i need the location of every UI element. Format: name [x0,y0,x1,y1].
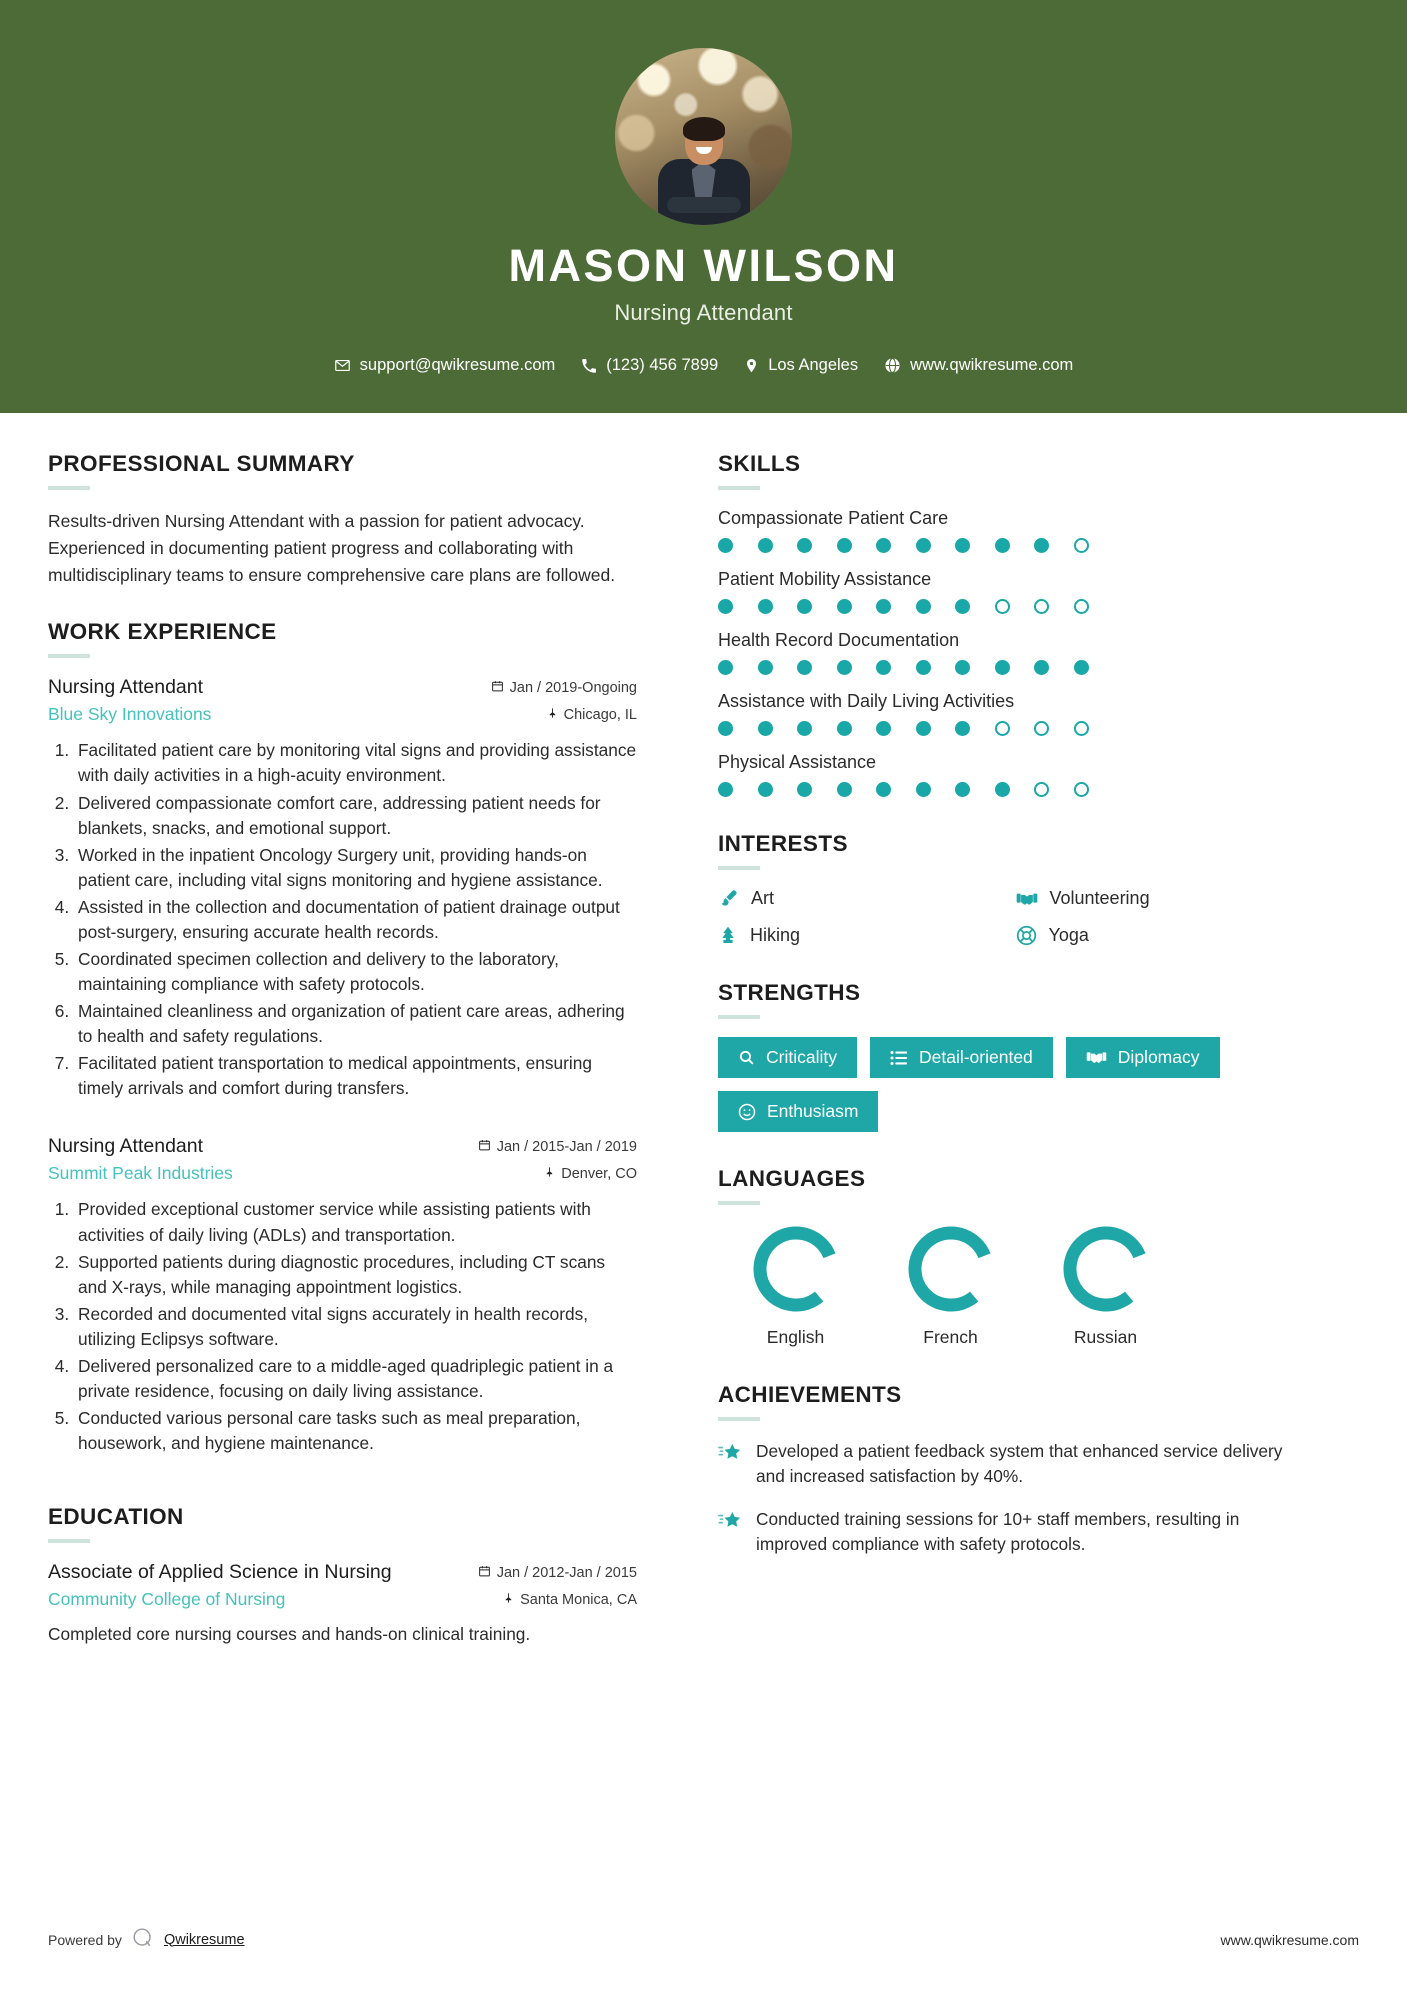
right-column [673,451,1313,1677]
job-location-meta [544,1165,637,1183]
section-title: WORK EXPERIENCE [48,619,277,645]
section-achievements [718,1382,1313,1557]
company-name: Summit Peak Industries [48,1163,233,1184]
avatar-arms [667,197,741,213]
job-location-row [544,1165,637,1183]
job-bullet: 3. Worked in the inpatient Oncology Surgery unit, providing hands-on patient care, including vital signs monitoring and hygiene assistance. [74,843,637,893]
map-pin-icon [547,706,558,724]
skill-item [718,508,1313,553]
job-bullet: 5. Coordinated specimen collection and delivery to the laboratory, maintaining compliance with safety protocols. [74,947,637,997]
work-entry [48,676,637,1101]
interest-volunteering [1016,888,1314,909]
strength-label: Diplomacy [1117,1047,1200,1067]
handshake-icon [1086,1049,1107,1066]
language-progress-ring [750,1223,842,1315]
education-entry-sub [48,1589,637,1610]
skill-label: Assistance with Daily Living Activities [718,691,1015,711]
interest-label: Hiking [750,925,801,945]
school-name: Community College of Nursing [48,1589,286,1610]
skill-dot-filled [955,538,970,553]
education-dates-row [478,1564,637,1582]
skill-dot-filled [876,721,891,736]
skill-rating [718,721,1313,736]
job-bullets [48,1197,637,1456]
skill-rating [718,782,1313,797]
handshake-icon [1016,890,1038,908]
section-title: SKILLS [718,451,801,476]
skill-dot-empty [1074,782,1089,797]
contact-website[interactable] [884,356,1073,375]
job-dates: Jan / 2019-Ongoing [509,679,637,696]
education-location: Santa Monica, CA [520,1591,637,1608]
work-entry-sub [48,1163,637,1184]
section-underline [48,1539,90,1543]
calendar-icon [478,1564,491,1582]
achievement-text: Developed a patient feedback system that enhanced service delivery and increased satisfaction by 40%. [756,1441,1283,1487]
job-meta [491,679,637,697]
location-pin-icon [744,357,759,374]
section-title: STRENGTHS [718,980,861,1005]
strength-label: Criticality [766,1047,837,1067]
job-location: Denver, CO [561,1165,637,1182]
envelope-icon [334,357,351,374]
skill-dot-filled [797,721,812,736]
skill-dot-filled [758,660,773,675]
skill-dot-filled [876,599,891,614]
work-entry-head [48,1135,637,1158]
qwikresume-link[interactable]: Qwikresume [163,1931,245,1948]
interest-yoga [1016,925,1314,946]
job-bullet: 6. Maintained cleanliness and organization of patient care areas, adhering to health and safety regulations. [74,999,637,1049]
left-column [48,451,673,1677]
section-strengths [718,980,1313,1132]
skill-dot-filled [876,782,891,797]
language-label: French [923,1327,978,1347]
section-underline [48,486,90,490]
skill-dot-empty [1034,721,1049,736]
skill-rating [718,538,1313,553]
language-item [718,1223,873,1348]
skill-dot-filled [837,660,852,675]
skill-dot-filled [758,782,773,797]
skill-dot-filled [995,538,1010,553]
interest-label: Art [751,888,775,908]
skill-item [718,752,1313,797]
job-bullet: 3. Recorded and documented vital signs accurately in health records, utilizing Eclipsys software. [74,1302,637,1352]
skill-dot-filled [876,538,891,553]
skill-dot-filled [876,660,891,675]
map-pin-icon [544,1165,555,1183]
interest-art [718,888,1016,909]
skill-dot-filled [797,599,812,614]
language-progress-ring [905,1223,997,1315]
skills-list [718,508,1313,797]
skill-dot-filled [995,660,1010,675]
job-title: Nursing Attendant [48,676,204,699]
skill-rating [718,660,1313,675]
skill-dot-filled [837,599,852,614]
skill-dot-empty [1074,721,1089,736]
section-title: PROFESSIONAL SUMMARY [48,451,355,476]
job-bullet: 4. Assisted in the collection and documentation of patient drainage output post-surgery, ensuring accurate health records. [74,895,637,945]
education-meta [478,1564,637,1582]
language-label: English [766,1327,825,1347]
job-meta [478,1138,637,1156]
section-underline [718,486,760,490]
job-location-row [547,706,637,724]
skill-dot-filled [837,721,852,736]
job-bullet: 2. Delivered compassionate comfort care, addressing patient needs for blankets, snacks, and emotional support. [74,791,637,841]
job-bullet: 1. Provided exceptional customer service while assisting patients with activities of daily living (ADLs) and transportation. [74,1197,637,1247]
language-progress-ring [1060,1223,1152,1315]
tree-icon [718,925,738,946]
achievement-item [718,1507,1313,1557]
job-location-meta [547,706,637,724]
skill-dot-filled [758,599,773,614]
skill-dot-filled [916,721,931,736]
job-bullet: 5. Conducted various personal care tasks such as meal preparation, housework, and hygiene maintenance. [74,1406,637,1456]
map-pin-icon [503,1591,514,1609]
skill-dot-filled [955,721,970,736]
skill-label: Patient Mobility Assistance [718,569,932,589]
skill-dot-empty [1034,782,1049,797]
candidate-role: Nursing Attendant [614,300,793,325]
interests-grid [718,888,1313,946]
education-location-row [503,1591,637,1609]
resume-footer [0,1927,1407,1952]
section-skills [718,451,1313,797]
education-dates: Jan / 2012-Jan / 2015 [496,1564,637,1581]
calendar-icon [491,679,504,697]
skill-label: Compassionate Patient Care [718,508,949,528]
job-dates-row [491,679,637,697]
language-item [1028,1223,1183,1348]
skill-rating [718,599,1313,614]
contact-website-value: www.qwikresume.com [910,356,1074,374]
skill-item [718,630,1313,675]
section-underline [718,1417,760,1421]
section-title: ACHIEVEMENTS [718,1382,902,1407]
avatar-hair [683,117,725,141]
resume-body [0,413,1407,1677]
skill-dot-filled [837,538,852,553]
section-underline [48,654,90,658]
section-work-experience [48,619,637,1456]
skill-item [718,691,1313,736]
education-description: Completed core nursing courses and hands-on clinical training. [48,1624,531,1645]
achievement-item [718,1439,1313,1489]
work-entry-head [48,676,637,699]
skill-dot-filled [916,599,931,614]
strength-detail-oriented[interactable] [870,1037,1053,1078]
skill-dot-empty [1074,599,1089,614]
calendar-icon [478,1138,491,1156]
skill-dot-filled [718,660,733,675]
resume-header [0,0,1407,413]
work-entry [48,1135,637,1456]
skill-dot-filled [718,782,733,797]
contact-email-value: support@qwikresume.com [359,356,556,374]
skill-dot-filled [797,538,812,553]
footer-powered-by [48,1927,245,1952]
footer-website: www.qwikresume.com [1220,1931,1359,1948]
skill-dot-filled [916,538,931,553]
skill-dot-empty [1074,538,1089,553]
skill-dot-filled [758,721,773,736]
contact-bar [334,356,1074,375]
job-dates-row [478,1138,637,1156]
interest-hiking [718,925,1016,946]
list-icon [890,1050,908,1066]
contact-location[interactable] [744,356,858,375]
smiley-icon [738,1103,756,1121]
strength-enthusiasm[interactable] [718,1091,878,1132]
skill-dot-filled [1034,538,1049,553]
section-underline [718,1201,760,1205]
section-languages [718,1166,1313,1348]
section-underline [718,866,760,870]
interest-label: Volunteering [1049,888,1150,908]
skill-item [718,569,1313,614]
skill-dot-filled [797,782,812,797]
language-label: Russian [1073,1327,1138,1347]
job-bullet: 2. Supported patients during diagnostic procedures, including CT scans and X-rays, while managing appointment logistics. [74,1250,637,1300]
skill-dot-filled [955,660,970,675]
achievement-text: Conducted training sessions for 10+ staff members, resulting in improved compliance with safety protocols. [756,1509,1240,1555]
strength-label: Enthusiasm [767,1101,859,1121]
lifebuoy-icon [1016,925,1037,946]
section-title: EDUCATION [48,1504,184,1530]
degree-title: Associate of Applied Science in Nursing [48,1561,392,1584]
skill-dot-filled [718,721,733,736]
magnifier-icon [738,1049,755,1066]
interest-label: Yoga [1048,925,1089,945]
section-interests [718,831,1313,946]
strength-label: Detail-oriented [918,1047,1033,1067]
skill-dot-filled [916,660,931,675]
company-name: Blue Sky Innovations [48,704,212,725]
work-entry-sub [48,704,637,725]
skill-dot-filled [1034,660,1049,675]
section-title: INTERESTS [718,831,848,856]
star-icon [718,1507,742,1557]
contact-phone[interactable] [581,356,718,375]
avatar-person [656,117,752,225]
skill-dot-filled [955,599,970,614]
skill-label: Physical Assistance [718,752,877,772]
qwikresume-logo-icon [132,1927,154,1952]
contact-email[interactable] [334,356,556,375]
job-dates: Jan / 2015-Jan / 2019 [496,1138,637,1155]
skill-dot-filled [1074,660,1089,675]
section-title: LANGUAGES [718,1166,866,1191]
avatar [615,48,792,225]
job-location: Chicago, IL [563,706,637,723]
skill-dot-filled [916,782,931,797]
skill-dot-filled [955,782,970,797]
contact-location-value: Los Angeles [768,356,859,374]
language-item [873,1223,1028,1348]
strength-criticality[interactable] [718,1037,857,1078]
skill-dot-filled [995,782,1010,797]
skill-dot-filled [797,660,812,675]
skill-label: Health Record Documentation [718,630,960,650]
job-bullet: 4. Delivered personalized care to a middle-aged quadriplegic patient in a private residence, focusing on daily living assistance. [74,1354,637,1404]
skill-dot-filled [718,538,733,553]
candidate-name: MASON WILSON [508,240,899,291]
job-title: Nursing Attendant [48,1135,204,1158]
section-professional-summary [48,451,637,589]
skill-dot-empty [995,599,1010,614]
contact-phone-value: (123) 456 7899 [606,356,719,374]
star-icon [718,1439,742,1489]
skill-dot-filled [837,782,852,797]
languages-list [718,1223,1313,1348]
education-entry [48,1561,637,1647]
section-underline [718,1015,760,1019]
paintbrush-icon [718,888,739,909]
skill-dot-empty [1034,599,1049,614]
summary-text: Results-driven Nursing Attendant with a passion for patient advocacy. Experienced in documenting patient progress and collaborating with multidisciplinary teams to ensure comprehensive care plans are followed. [48,511,616,586]
powered-by-label: Powered by [48,1931,122,1948]
job-bullets [48,738,637,1101]
section-education [48,1504,637,1647]
skill-dot-filled [758,538,773,553]
globe-icon [884,357,901,374]
skill-dot-empty [995,721,1010,736]
job-bullet: 1. Facilitated patient care by monitoring vital signs and providing assistance with daily activities in a high-acuity environment. [74,738,637,788]
strengths-list [718,1037,1313,1132]
education-location-meta [503,1591,637,1609]
strength-diplomacy[interactable] [1066,1037,1220,1078]
phone-icon [581,358,597,374]
education-entry-head [48,1561,637,1584]
job-bullet: 7. Facilitated patient transportation to medical appointments, ensuring timely arrivals and comfort during transfers. [74,1051,637,1101]
skill-dot-filled [718,599,733,614]
